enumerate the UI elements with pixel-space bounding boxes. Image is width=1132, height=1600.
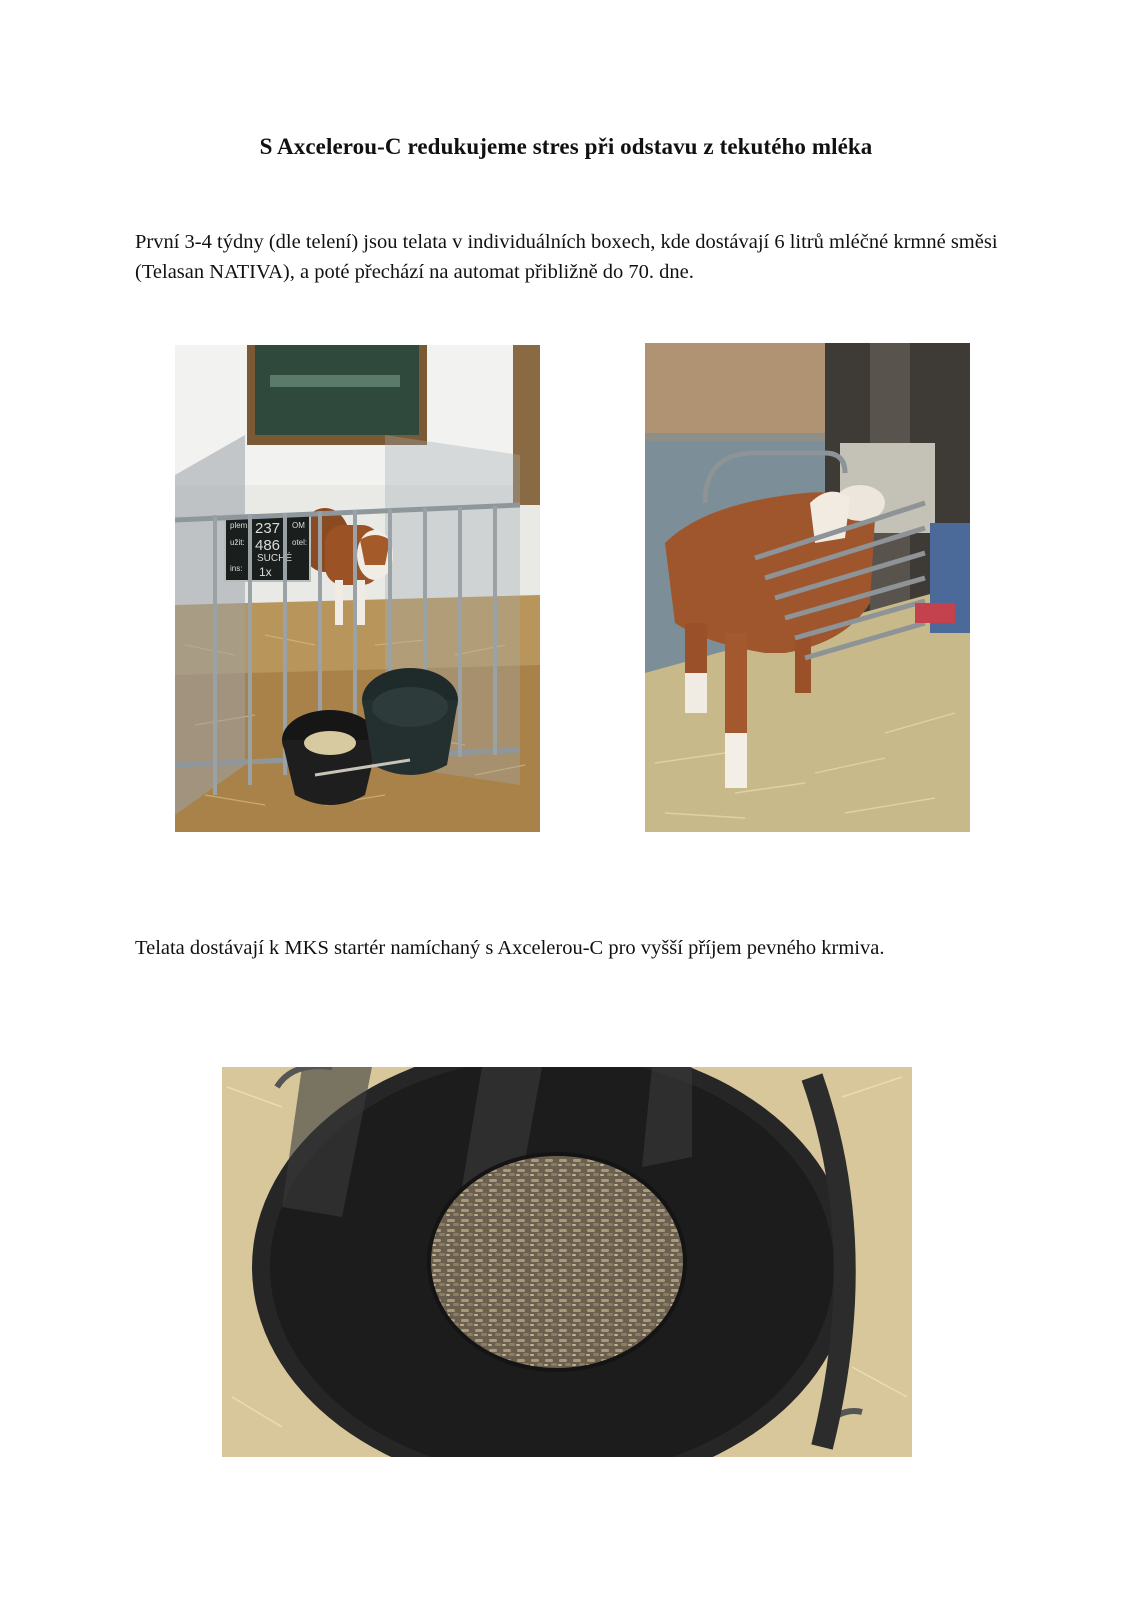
page-title: S Axcelerou-C redukujeme stres při odstavu z tekutého mléka — [259, 134, 873, 159]
svg-text:SUCHÉ: SUCHÉ — [257, 553, 293, 564]
svg-text:1x: 1x — [259, 565, 272, 579]
svg-text:OM: OM — [292, 521, 305, 530]
starter-bucket-photo — [222, 1067, 912, 1457]
starter-paragraph: Telata dostávají k MKS startér namíchaný s Axcelerou-C pro vyšší příjem pevného krmiva. — [135, 937, 885, 959]
intro-paragraph: První 3-4 týdny (dle telení) jsou telata v individuálních boxech, kde dostávají 6 litrů mléčné krmné směsi (Telasan NATIVA), a poté přechází na automat přibližně do 70. dne. — [135, 231, 998, 283]
calf-feeder-photo — [645, 343, 970, 832]
svg-text:užit:: užit: — [230, 538, 245, 547]
svg-text:otel:: otel: — [292, 538, 308, 547]
calf-pen-photo — [175, 345, 540, 832]
svg-text:plem:: plem: — [230, 521, 250, 530]
svg-text:ins:: ins: — [230, 564, 243, 573]
svg-text:237: 237 — [255, 520, 281, 537]
svg-text:486: 486 — [255, 537, 281, 554]
